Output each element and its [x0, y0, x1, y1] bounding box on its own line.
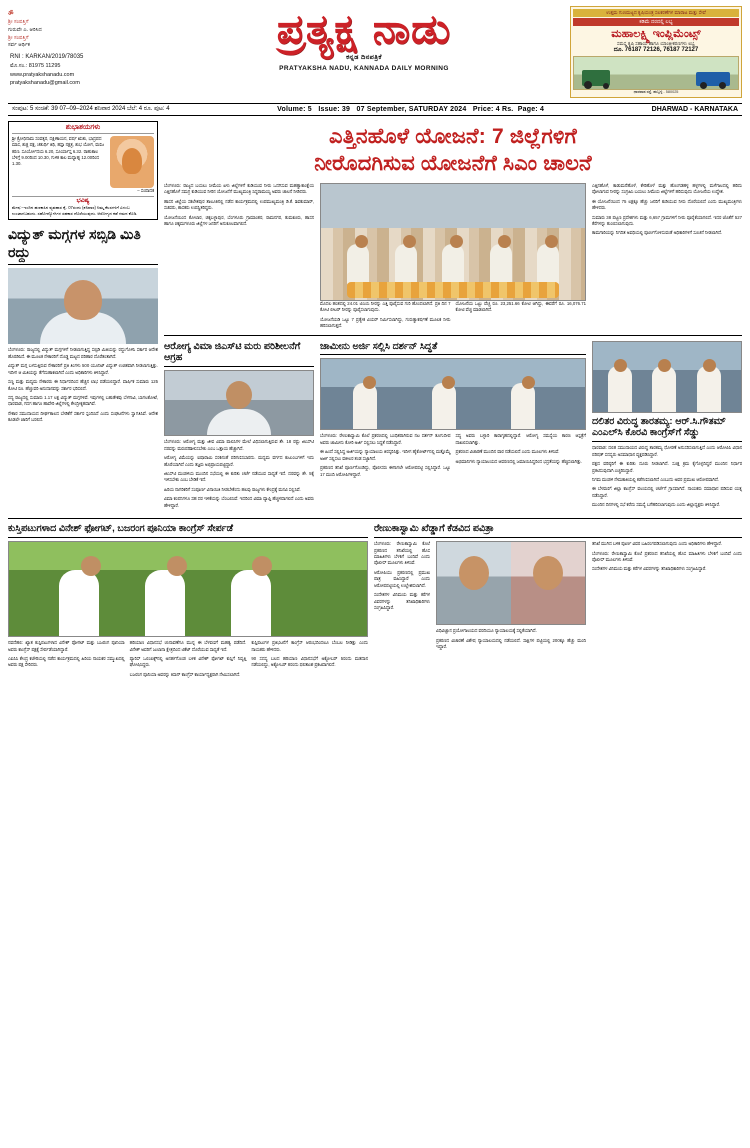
lead-right-para-1: ಎತ್ತಿನಹೊಳೆ, ಕಾಡುಮನೆಹೊಳೆ, ಕೇರಿಹೊಳೆ ಮತ್ತು ಹೊಂಗಡಹಳ್ಳ ಹಳ್ಳಗಳಲ್ಲಿ ಮಳೆಗಾಲದಲ್ಲಿ ಹರಿದು ಪೋಲಾಗುವ ನೀರನ್ನು ಸಂಗ್ರಹಿಸಿ ಬಯಲು ಸೀಮೆಯ ಜಿಲ್ಲೆಗಳಿಗೆ ಹರಿಸುವುದು ಯೋಜನೆಯ ಉದ್ದೇಶ.: [592, 182, 742, 195]
story-renuka-photo: [436, 541, 586, 625]
story-gowda-headline: ದಲಿತರ ವಿರುದ್ಧ ತಾರತಮ್ಯ: ಆರ್.ಸಿ.ಗೌತಮ್ ಎಂಎಲ್‌ಸಿ ಕೊರವಿ ಕಾಂಗ್ರೆಸ್‌ಗೆ ಸೆಡ್ಡು: [592, 416, 742, 443]
story-jamin-para-3: ಪ್ರಕರಣದ ತನಿಖೆ ಪೂರ್ಣಗೊಂಡಿದ್ದು, ಪೊಲೀಸರು ಈಗಾಗಲೇ ಆರೋಪಪಟ್ಟಿ ಸಲ್ಲಿಸಿದ್ದಾರೆ. ಒಟ್ಟು 17 ಮಂದಿ ಆರೋಪಿಗಳಿದ್ದಾರೆ.: [320, 465, 451, 477]
story-health-para-2: ಆರೋಗ್ಯ ವಿಮೆಯನ್ನು ಐಷಾರಾಮಿ ಸರಕಿನಂತೆ ಪರಿಗಣಿಸಬಾರದು. ಮಧ್ಯಮ ವರ್ಗದ ಕುಟುಂಬಗಳಿಗೆ ಇದು ಹೊರೆಯಾಗಿದೆ ಎಂದು ತಜ್ಞರು ಅಭಿಪ್ರಾಯಪಟ್ಟಿದ್ದಾರೆ.: [164, 455, 314, 467]
story-health-para-1: ಬೆಂಗಳೂರು: ಆರೋಗ್ಯ ಮತ್ತು ಜೀವ ವಿಮಾ ಪಾಲಿಸಿಗಳ ಮೇಲೆ ವಿಧಿಸಲಾಗುತ್ತಿರುವ ಶೇ. 18 ರಷ್ಟು ಜಿಎಸ್‌ಟಿ ದರವನ್ನು ಮರುಪರಿಶೀಲಿಸಬೇಕು ಎಂಬ ಒತ್ತಾಯ ಹೆಚ್ಚಾಗಿದೆ.: [164, 439, 314, 451]
bhavishya-text: ಮೇಷ:–ಇಂದಿನ ಹಣಕಾಸಿನ ವ್ಯವಹಾರ ಕೈ. 07ರಂದು (ಶನಿವಾರ) ನಿಮ್ಮ ಕೆಲಸಗಳಿಗೆ ವಿಳಂಬ ಉಂಟಾಗಬಹುದು. ಸಹೋದ್ಯೋಗಿಗಳ ಸಹಕಾರ ದೊರೆಯುವುದು. ಆರೋಗ್ಯದ ಕಡೆ ಗಮನ ಕೊಡಿ.: [12, 205, 138, 217]
left-story-para-4: ಸದ್ಯ ರಾಜ್ಯದಲ್ಲಿ ಸುಮಾರು 1.17 ಲಕ್ಷ ವಿದ್ಯುತ್ ಮಗ್ಗಗಳಿವೆ. ಇವುಗಳಲ್ಲಿ ಬಹುತೇಕವು ಬೆಳಗಾವಿ, ಬಾಗಲಕೋಟೆ, ಧಾರವಾಡ, ಗದಗ ಹಾಗೂ ಹಾವೇರಿ ಜಿಲ್ಲೆಗಳಲ್ಲಿ ಕೇಂದ್ರೀಕೃತವಾಗಿವೆ.: [8, 394, 158, 407]
center-column: [164, 121, 742, 512]
ad-brand-name: ಮಹಾಲಕ್ಷ್ಮಿ ಇಂಪ್ಲಿಮೆಂಟ್ಸ್: [611, 28, 701, 41]
page-title: ಪ್ರತ್ಯಕ್ಷ ನಾಡು: [276, 5, 452, 53]
story-congress-para-3: ಹರಿಯಾಣ ವಿಧಾನಸಭೆ ಚುನಾವಣೆಗೂ ಮುನ್ನ ಈ ಬೆಳವಣಿಗೆ ಮಹತ್ವ ಪಡೆದಿದೆ. ವಿನೇಶ್ ಅವರಿಗೆ ಜುಲಾನಾ ಕ್ಷೇತ್ರದಿಂದ ಟಿಕೆಟ್ ದೊರೆಯುವ ಸಾಧ್ಯತೆ ಇದೆ.: [129, 640, 247, 652]
lead-photo-and-text: [320, 183, 586, 330]
story-gowda-para-4: ಈ ಬೆಳವಣಿಗೆ ಜಿಲ್ಲಾ ಕಾಂಗ್ರೆಸ್ ವಲಯದಲ್ಲಿ ಚರ್ಚೆಗೆ ಗ್ರಾಸವಾಗಿದೆ. ನಾಯಕರು ಸಮಾಧಾನ ಪಡಿಸುವ ಯತ್ನ ನಡೆಸಿದ್ದಾರೆ.: [592, 486, 742, 498]
masthead-subtitle-kn: ಕನ್ನಡ ದಿನಪತ್ರಿಕೆ: [346, 54, 382, 62]
story-congress: [8, 523, 368, 678]
volume-label: Volume: 5: [277, 106, 312, 114]
main-content: [8, 121, 742, 512]
lead-story-grid: [164, 183, 742, 330]
left-story-para-1: ಬೆಂಗಳೂರು: ರಾಜ್ಯದಲ್ಲಿ ವಿದ್ಯುತ್ ಮಗ್ಗಗಳಿಗೆ ನೀಡಲಾಗುತ್ತಿದ್ದ ಸಬ್ಸಿಡಿ ಮಿತಿಯನ್ನು ರದ್ದುಗೊಳಿಸಿ ಸರ್ಕಾರ ಆದೇಶ ಹೊರಡಿಸಿದೆ. ಈ ಮೂಲಕ ನೇಕಾರರಿಗೆ ದೊಡ್ಡ ಮಟ್ಟದ ಪರಿಹಾರ ದೊರೆತಂತಾಗಿದೆ.: [8, 347, 158, 359]
story-jamin-para-5: ಪ್ರಕರಣದ ವಿಚಾರಣೆ ಮುಂದಿನ ವಾರ ನಡೆಯಲಿದೆ ಎಂದು ಮೂಲಗಳು ತಿಳಿಸಿವೆ.: [455, 449, 560, 455]
masthead: [8, 6, 742, 100]
story-jamin-body: [320, 433, 586, 478]
story-health-photo: [164, 370, 314, 436]
lead-left-para-2: ಹಾಸನ ಜಿಲ್ಲೆಯ ಸಕಲೇಶಪುರ ತಾಲೂಕಿನಲ್ಲಿ ನಡೆದ ಕಾರ್ಯಕ್ರಮದಲ್ಲಿ ಉಪಮುಖ್ಯಮಂತ್ರಿ ಡಿ.ಕೆ. ಶಿವಕುಮಾರ್, ಸಚಿವರು, ಶಾಸಕರು ಉಪಸ್ಥಿತರಿದ್ದರು.: [164, 198, 314, 211]
masthead-left: [8, 6, 158, 88]
story-congress-para-4: ಪ್ಯಾರಿಸ್ ಒಲಿಂಪಿಕ್ಸ್‌ನಲ್ಲಿ ಅನರ್ಹಗೊಂಡ ಬಳಿಕ ವಿನೇಶ್ ಫೋಗಟ್ ಕುಸ್ತಿಗೆ ನಿವೃತ್ತಿ ಘೋಷಿಸಿದ್ದರು.: [129, 655, 247, 668]
lead-mid-para-2: ಯೋಜನೆಯಡಿ ಒಟ್ಟು 7 ಪ್ರತ್ಯೇಕ ವಿಯರ್ ನಿರ್ಮಿಸಲಾಗಿದ್ದು, ಗುರುತ್ವಾಕರ್ಷಣೆ ಮೂಲಕ ನೀರು ಹರಿಸಲಾಗುತ್ತದೆ.: [320, 316, 451, 329]
story-renuka-para-8: ಸಂದೇಶಗಳ ವಿನಿಮಯ ಮತ್ತು ಕರೆಗಳ ವಿವರಗಳನ್ನು ತನಿಖಾಧಿಕಾರಿಗಳು ಸಂಗ್ರಹಿಸಿದ್ದಾರೆ.: [592, 566, 707, 572]
story-health-para-5: ವಿಮಾ ಕಂಪನಿಗಳೂ ಸಹ ದರ ಇಳಿಕೆಯನ್ನು ಬೆಂಬಲಿಸಿವೆ. ಇದರಿಂದ ವಿಮಾ ವ್ಯಾಪ್ತಿ ಹೆಚ್ಚಳವಾಗಲಿದೆ ಎಂದು ಅವರು ಹೇಳಿದ್ದಾರೆ.: [164, 496, 314, 508]
section-divider-1: [164, 335, 742, 336]
story-congress-photo: [8, 541, 368, 637]
blessing-line-1: ಶ್ರೀ ಸಂಪತ್ತಿಗೆ: [8, 19, 29, 25]
story-gowda-body: [592, 445, 742, 509]
story-renuka-right-text: [592, 541, 742, 653]
issue-info-bar: [8, 103, 742, 116]
story-renuka-para-1: ಬೆಂಗಳೂರು: ರೇಣುಕಾಸ್ವಾಮಿ ಕೊಲೆ ಪ್ರಕರಣದ ತನಿಖೆಯಲ್ಲಿ ಹೊಸ ಮಾಹಿತಿಗಳು ಬೆಳಕಿಗೆ ಬಂದಿವೆ ಎಂದು ಪೊಲೀಸ್ ಮೂಲಗಳು ತಿಳಿಸಿವೆ.: [374, 541, 430, 566]
panchanga-text: ಶ್ರೀ ಕ್ರೋಧಿನಾಮ ಸಂವತ್ಸರ, ದಕ್ಷಿಣಾಯನ, ವರ್ಷ ಋತು, ಭಾದ್ರಪದ ಮಾಸ, ಶುಕ್ಲ ಪಕ್ಷ, ಚತುರ್ಥಿ ತಿಥಿ, ಹಸ್ತಾ ನಕ್ಷತ್ರ, ಶುಭ ಯೋಗ, ವಣಿಜ ಕರಣ. ಸೂರ್ಯೋದಯ 6.20, ಸೂರ್ಯಾಸ್ತ 6.32. ರಾಹುಕಾಲ ಬೆಳಿಗ್ಗೆ 9.00ರಿಂದ 10.30, ಗುಳಿಕ ಕಾಲ ಮಧ್ಯಾಹ್ನ 12.00ರಿಂದ 1.30.: [12, 136, 104, 167]
left-story-body: [8, 347, 158, 423]
left-column: [8, 121, 158, 512]
issue-info-kannada: ಸಂಪುಟ: 5 ಸಂಚಿಕೆ: 39 07–09–2024 ಶನಿವಾರ 2024 ಬೆಲೆ: 4 ರೂ. ಪುಟ: 4: [12, 106, 170, 113]
story-gowda-photo: [592, 341, 742, 413]
om-icon: ॐ: [8, 11, 14, 17]
story-gowda: [592, 341, 742, 513]
contact-phone: ಮೊ.ಸಂ.: 81975 11295: [10, 63, 61, 70]
masthead-subtitle-en: PRATYAKSHA NADU, KANNADA DAILY MORNING: [279, 65, 449, 73]
left-story-para-2: ವಿದ್ಯುತ್ ಮಗ್ಗ ಬಳಸುತ್ತಿರುವ ನೇಕಾರರಿಗೆ ಪ್ರತಿ ತಿಂಗಳು 500 ಯೂನಿಟ್ ವಿದ್ಯುತ್ ಉಚಿತವಾಗಿ ನೀಡಲಾಗುತ್ತಿತ್ತು. ಇದೀಗ ಆ ಮಿತಿಯನ್ನು ತೆಗೆದುಹಾಕಲಾಗಿದೆ ಎಂದು ಅಧಿಕಾರಿಗಳು ತಿಳಿಸಿದ್ದಾರೆ.: [8, 363, 158, 375]
lead-right-text: [592, 183, 742, 330]
story-renuka-photo-col: [436, 541, 586, 653]
left-story-para-5: ನೇಕಾರ ಸಮುದಾಯದ ದೀರ್ಘಕಾಲದ ಬೇಡಿಕೆಗೆ ಸರ್ಕಾರ ಸ್ಪಂದಿಸಿದೆ ಎಂದು ಸಂಘಟನೆಗಳು ಸ್ವಾಗತಿಸಿವೆ. ಆದೇಶ ಕೂಡಲೇ ಜಾರಿಗೆ ಬರಲಿದೆ.: [8, 410, 158, 423]
story-jamin-para-6: ಅಭಿಮಾನಿಗಳು ನ್ಯಾಯಾಲಯದ ಆವರಣದಲ್ಲಿ ಜಮಾಯಿಸಿದ್ದರಿಂದ ಭದ್ರತೆಯನ್ನು ಹೆಚ್ಚಿಸಲಾಗಿತ್ತು.: [455, 458, 583, 464]
story-renuka-mid-text: [436, 628, 586, 650]
story-congress-headline: ಕುಸ್ತಿಪಟುಗಳಾದ ವಿನೇಶ್ ಫೋಗಟ್, ಬಜರಂಗ ಪೂನಿಯಾ ಕಾಂಗ್ರೆಸ್ ಸೇರ್ಪಡೆ: [8, 523, 368, 538]
story-renuka-para-4: ವಿಧಿವಿಜ್ಞಾನ ಪ್ರಯೋಗಾಲಯದ ವರದಿಯೂ ನ್ಯಾಯಾಲಯಕ್ಕೆ ಸಲ್ಲಿಕೆಯಾಗಿದೆ.: [436, 628, 537, 634]
lead-left-para-3: ಯೋಜನೆಯಿಂದ ಕೋಲಾರ, ಚಿಕ್ಕಬಳ್ಳಾಪುರ, ಬೆಂಗಳೂರು ಗ್ರಾಮಾಂತರ, ರಾಮನಗರ, ತುಮಕೂರು, ಹಾಸನ ಹಾಗೂ ಚಿಕ್ಕಮಗಳೂರು ಜಿಲ್ಲೆಗಳ ಜನರಿಗೆ ಅನುಕೂಲವಾಗಲಿದೆ.: [164, 214, 314, 226]
blessing-line-3: ಶ್ರೀ ಸಂಪತ್ತಿಗೆ: [8, 34, 29, 41]
date-label: 07 September, SATURDAY 2024: [356, 106, 467, 114]
story-health-headline: ಆರೋಗ್ಯ ವಿಮಾ ಜಿಎಸ್‌ಟಿ ಮರು ಪರಿಶೀಲನೆಗೆ ಆಗ್ರಹ: [164, 341, 314, 368]
masthead-contacts: [8, 62, 158, 88]
contact-email[interactable]: pratyakshanadu@gmail.com: [10, 80, 80, 87]
panchanga-box: [8, 121, 158, 220]
blessing-line-2: ಗುರುವೇ ಎ. ಆರಿಸಿದ: [8, 26, 42, 33]
story-renuka-para-2: ಆರೋಪಿಯು ಪ್ರಕರಣದಲ್ಲಿ ಪ್ರಮುಖ ಪಾತ್ರ ವಹಿಸಿದ್ದಾರೆ ಎಂದು ಆರೋಪಪಟ್ಟಿಯಲ್ಲಿ ಉಲ್ಲೇಖಿಸಲಾಗಿದೆ.: [374, 569, 430, 588]
left-story-para-3: ಸಣ್ಣ ಮತ್ತು ಮಧ್ಯಮ ನೇಕಾರರು ಈ ನಿರ್ಧಾರದಿಂದ ಹೆಚ್ಚಿನ ಲಾಭ ಪಡೆಯಲಿದ್ದಾರೆ. ವಾರ್ಷಿಕ ಸುಮಾರು 125 ಕೋಟಿ ರೂ. ಹೆಚ್ಚುವರಿ ಅನುದಾನವನ್ನು ಸರ್ಕಾರ ಭರಿಸಲಿದೆ.: [8, 379, 158, 391]
bhavishya-heading: ಭವಿಷ್ಯ: [12, 196, 154, 205]
ganesha-icon: [110, 136, 154, 188]
story-renuka-para-3: ಸಂದೇಶಗಳ ವಿನಿಮಯ ಮತ್ತು ಕರೆಗಳ ವಿವರಗಳನ್ನು ತನಿಖಾಧಿಕಾರಿಗಳು ಸಂಗ್ರಹಿಸಿದ್ದಾರೆ.: [374, 592, 430, 611]
story-gowda-para-5: ಮುಂದಿನ ದಿನಗಳಲ್ಲಿ ಸಭೆ ಕರೆದು ಸಮಸ್ಯೆ ಬಗೆಹರಿಸಲಾಗುವುದು ಎಂದು ಜಿಲ್ಲಾಧ್ಯಕ್ಷರು ತಿಳಿಸಿದ್ದಾರೆ.: [592, 502, 721, 508]
pages-label: Page: 4: [517, 106, 545, 114]
masthead-center: [158, 6, 570, 72]
ad-sub-line: ಸಮಸ್ತ ಕೃಷಿ ಸಹಾಯ ಹಾಗೂ ಯಾಂತ್ರೀಕರಣಗಳು ಲಭ್ಯ: [617, 40, 695, 46]
issue-label: Issue: 39: [318, 106, 351, 114]
story-health: [164, 341, 314, 513]
lead-right-para-3: ಸುಮಾರು 38 ಪಟ್ಟಣ ಪ್ರದೇಶಗಳು ಮತ್ತು 6,657 ಗ್ರಾಮಗಳಿಗೆ ನೀರು ಪೂರೈಕೆಯಾಗಲಿದೆ. ಇದರ ಜೊತೆಗೆ 527 ಕೆರೆಗಳನ್ನು ತುಂಬಿಸಲಾಗುವುದು.: [592, 214, 742, 226]
masthead-blessing: [8, 6, 158, 50]
story-renuka-headline: ರೇಣುಕಾಸ್ವಾಮಿ ಖೆಡ್ಡಾಗೆ ಕೆಡವಿದ ಪವಿತ್ರಾ: [374, 523, 742, 538]
story-jamin-headline: ಜಾಮೀನು ಅರ್ಜಿ ಸಲ್ಲಿಸಿ ದರ್ಶನ್ ಸಿದ್ಧತೆ: [320, 341, 586, 356]
story-renuka-left-text: [374, 541, 430, 653]
lead-headline-line1: ಎತ್ತಿನಹೊಳೆ ಯೋಜನೆ: 7 ಜಿಲ್ಲೆಗಳಿಗೆ: [329, 125, 577, 149]
ad-machinery-image: [573, 56, 739, 90]
lead-left-text: [164, 183, 314, 330]
panchanga-heading: ಶುಭಾಶಯಗಳು: [12, 124, 154, 134]
masthead-advertisement[interactable]: [570, 6, 742, 98]
story-renuka-para-5: ಪ್ರಕರಣದ ವಿಚಾರಣೆ ವಿಶೇಷ ನ್ಯಾಯಾಲಯದಲ್ಲಿ ನಡೆಯಲಿದೆ. ಸಾಕ್ಷಿಗಳ ಪಟ್ಟಿಯಲ್ಲಿ 200ಕ್ಕೂ ಹೆಚ್ಚು ಮಂದಿ ಇದ್ದಾರೆ.: [436, 637, 586, 649]
story-gowda-para-1: ಧಾರವಾಡ: ದಲಿತ ಸಮುದಾಯದ ವಿರುದ್ಧ ತಾರತಮ್ಯ ಧೋರಣೆ ಅನುಸರಿಸಲಾಗುತ್ತಿದೆ ಎಂದು ಆರೋಪಿಸಿ ವಿಧಾನ ಪರಿಷತ್ ಸದಸ್ಯರು ಅಸಮಾಧಾನ ವ್ಯಕ್ತಪಡಿಸಿದ್ದಾರೆ.: [592, 445, 742, 457]
edition-label: DHARWAD - KARNATAKA: [651, 106, 738, 114]
story-congress-para-6: ಕುಸ್ತಿಪಟುಗಳ ಪ್ರತಿಭಟನೆಗೆ ಕಾಂಗ್ರೆಸ್ ಆರಂಭದಿಂದಲೂ ಬೆಂಬಲ ನೀಡಿತ್ತು ಎಂದು ನಾಯಕರು ಹೇಳಿದರು.: [251, 640, 368, 652]
story-congress-para-7: 90 ಸದಸ್ಯ ಬಲದ ಹರಿಯಾಣ ವಿಧಾನಸಭೆಗೆ ಅಕ್ಟೋಬರ್ 5ರಂದು ಮತದಾನ ನಡೆಯಲಿದ್ದು, ಅಕ್ಟೋಬರ್ 8ರಂದು ಫಲಿತಾಂಶ ಪ್ರಕಟವಾಗಲಿದೆ.: [251, 655, 368, 668]
story-renuka: [374, 523, 742, 678]
story-congress-para-2: ಎಐಸಿಸಿ ಕೇಂದ್ರ ಕಚೇರಿಯಲ್ಲಿ ನಡೆದ ಕಾರ್ಯಕ್ರಮದಲ್ಲಿ ಹಿರಿಯ ನಾಯಕರ ಸಮ್ಮುಖದಲ್ಲಿ ಅವರು ಪಕ್ಷ ಸೇರಿದರು.: [8, 655, 125, 668]
ad-phone: ದೂ. 76187 72126, 76187 72127: [613, 47, 699, 54]
story-health-body: [164, 439, 314, 509]
left-story-photo: [8, 268, 158, 344]
story-renuka-para-7: ಬೆಂಗಳೂರು: ರೇಣುಕಾಸ್ವಾಮಿ ಕೊಲೆ ಪ್ರಕರಣದ ತನಿಖೆಯಲ್ಲಿ ಹೊಸ ಮಾಹಿತಿಗಳು ಬೆಳಕಿಗೆ ಬಂದಿವೆ ಎಂದು ಪೊಲೀಸ್ ಮೂಲಗಳು ತಿಳಿಸಿವೆ.: [592, 550, 742, 562]
story-jamin-photo: [320, 358, 586, 430]
story-jamin-para-2: ಈ ಹಿಂದೆ ಸಲ್ಲಿಸಿದ್ದ ಅರ್ಜಿಯನ್ನು ನ್ಯಾಯಾಲಯ ತಿರಸ್ಕರಿಸಿತ್ತು. ಇದೀಗ ಹೈಕೋರ್ಟ್‌ನಲ್ಲಿ ಮತ್ತೊಮ್ಮೆ ಅರ್ಜಿ ಸಲ್ಲಿಸಲು ವಕೀಲರ ತಂಡ ಸಜ್ಜಾಗಿದೆ.: [320, 449, 451, 461]
lead-headline: [164, 121, 742, 183]
lead-photo: [320, 183, 586, 301]
ad-top-line-1: ಉತ್ತಮ ಗುಣಮಟ್ಟದ ಕೃಷಿಯಂತ್ರ ಸಲಕರಣೆಗಳ ಮಾರಾಟ ಮತ್ತು ಸೇವೆ: [573, 9, 739, 17]
story-congress-para-5: ಬಜರಂಗ ಪೂನಿಯಾ ಅವರನ್ನು ಕಿಸಾನ್ ಕಾಂಗ್ರೆಸ್ ಕಾರ್ಯಾಧ್ಯಕ್ಷರಾಗಿ ನೇಮಿಸಲಾಗಿದೆ.: [129, 671, 241, 677]
story-jamin-para-1: ಬೆಂಗಳೂರು: ರೇಣುಕಾಸ್ವಾಮಿ ಕೊಲೆ ಪ್ರಕರಣದಲ್ಲಿ ಬಂಧಿತರಾಗಿರುವ ನಟ ದರ್ಶನ್ ತೂಗುದೀಪ ಅವರು ಜಾಮೀನು ಕೋರಿ ಅರ್ಜಿ ಸಲ್ಲಿಸಲು ಸಿದ್ಧತೆ ನಡೆಸಿದ್ದಾರೆ.: [320, 433, 451, 445]
ad-address: ಧಾರವಾಡ ರಸ್ತೆ, ಹುಬ್ಬಳ್ಳಿ - 580025: [633, 90, 679, 95]
story-health-para-3: ಜಿಎಸ್‌ಟಿ ಮಂಡಳಿಯ ಮುಂದಿನ ಸಭೆಯಲ್ಲಿ ಈ ಕುರಿತು ಚರ್ಚೆ ನಡೆಯುವ ಸಾಧ್ಯತೆ ಇದೆ. ದರವನ್ನು ಶೇ. 5ಕ್ಕೆ ಇಳಿಸಬೇಕು ಎಂಬ ಬೇಡಿಕೆ ಇದೆ.: [164, 471, 314, 483]
lead-headline-line2: ನೀರೊದಗಿಸುವ ಯೋಜನೆಗೆ ಸಿಎಂ ಚಾಲನೆ: [314, 152, 592, 176]
lead-right-para-2: ಈ ಯೋಜನೆಯಿಂದ 75 ಲಕ್ಷಕ್ಕೂ ಹೆಚ್ಚು ಜನರಿಗೆ ಕುಡಿಯುವ ನೀರು ದೊರೆಯಲಿದೆ ಎಂದು ಮುಖ್ಯಮಂತ್ರಿಗಳು ಹೇಳಿದರು.: [592, 198, 742, 211]
story-health-para-4: ಹಿರಿಯ ನಾಗರಿಕರಿಗೆ ಸಂಪೂರ್ಣ ವಿನಾಯಿತಿ ನೀಡಬೇಕೆಂದು ಹಲವು ರಾಜ್ಯಗಳು ಕೇಂದ್ರಕ್ಕೆ ಮನವಿ ಸಲ್ಲಿಸಿವೆ.: [164, 486, 301, 492]
bottom-band: [8, 518, 742, 678]
ad-red-line: ಕಡಿಮೆ ದರದಲ್ಲಿ ಲಭ್ಯ: [573, 18, 739, 26]
story-gowda-para-2: ಪಕ್ಷದ ವರಿಷ್ಠರಿಗೆ ಈ ಕುರಿತು ದೂರು ನೀಡಲಾಗಿದೆ. ಸೂಕ್ತ ಕ್ರಮ ಕೈಗೊಳ್ಳದಿದ್ದರೆ ಮುಂದಿನ ನಿರ್ಧಾರ ಪ್ರಕಟಿಸುವುದಾಗಿ ಎಚ್ಚರಿಸಿದ್ದಾರೆ.: [592, 461, 742, 473]
contact-website[interactable]: www.pratyakshanadu.com: [10, 71, 75, 78]
second-band: [164, 341, 742, 513]
rni-number: RNI : KARKAN/2019/78035: [10, 54, 84, 61]
lead-mid-para-3: ಯೋಜನೆಯ ಒಟ್ಟು ವೆಚ್ಚ ರೂ. 23,251.66 ಕೋಟಿ ಆಗಿದ್ದು, ಈವರೆಗೆ ರೂ. 16,076.71 ಕೋಟಿ ವೆಚ್ಚ ಮಾಡಲಾಗಿದೆ.: [455, 300, 586, 313]
issue-info-english: [176, 106, 646, 113]
story-congress-para-1: ನವದೆಹಲಿ: ಖ್ಯಾತ ಕುಸ್ತಿಪಟುಗಳಾದ ವಿನೇಶ್ ಫೋಗಟ್ ಮತ್ತು ಬಜರಂಗ ಪೂನಿಯಾ ಅವರು ಕಾಂಗ್ರೆಸ್ ಪಕ್ಷಕ್ಕೆ ಸೇರ್ಪಡೆಯಾಗಿದ್ದಾರೆ.: [8, 640, 125, 652]
lead-left-para-1: ಬೆಂಗಳೂರು: ರಾಜ್ಯದ ಬಯಲು ಸೀಮೆಯ ಏಳು ಜಿಲ್ಲೆಗಳಿಗೆ ಕುಡಿಯುವ ನೀರು ಒದಗಿಸುವ ಮಹತ್ವಾಕಾಂಕ್ಷೆಯ ಎತ್ತಿನಹೊಳೆ ಸಮಗ್ರ ಕುಡಿಯುವ ನೀರಿನ ಯೋಜನೆಗೆ ಮುಖ್ಯಮಂತ್ರಿ ಸಿದ್ದರಾಮಯ್ಯ ಅವರು ಚಾಲನೆ ನೀಡಿದರು.: [164, 182, 314, 195]
left-story-headline: ವಿದ್ಯುತ್ ಮಗ್ಗಗಳ ಸಬ್ಸಿಡಿ ಮಿತಿ ರದ್ದು: [8, 226, 158, 265]
story-renuka-para-6: ತನಿಖೆ ಮುಗಿದ ಬಳಿಕ ಪೂರ್ಣ ವಿವರ ಬಹಿರಂಗಪಡಿಸಲಾಗುವುದು ಎಂದು ಅಧಿಕಾರಿಗಳು ಹೇಳಿದ್ದಾರೆ.: [592, 541, 722, 547]
panchanga-signature: – ಸಂಪಾದಕ: [137, 188, 154, 194]
price-label: Price: 4 Rs.: [472, 106, 514, 114]
lead-right-para-4: ಕಾಮಗಾರಿಯನ್ನು ನಿಗದಿತ ಅವಧಿಯಲ್ಲಿ ಪೂರ್ಣಗೊಳಿಸುವಂತೆ ಅಧಿಕಾರಿಗಳಿಗೆ ಸೂಚನೆ ನೀಡಲಾಗಿದೆ.: [592, 230, 723, 236]
story-congress-body: [8, 640, 368, 678]
story-gowda-para-3: ನಿಗಮ ಮಂಡಳಿ ನೇಮಕಾತಿಯಲ್ಲಿ ಕಡೆಗಣಿಸಲಾಗಿದೆ ಎಂಬುದು ಅವರ ಪ್ರಮುಖ ಆರೋಪವಾಗಿದೆ.: [592, 477, 720, 483]
blessing-line-4: ಸರ್ವ ಆರ್ಥಿಕ: [8, 42, 31, 49]
lead-mid-text: [320, 301, 586, 330]
story-jamin: [320, 341, 586, 513]
lead-mid-para-1: ಮೊದಲ ಹಂತದಲ್ಲಿ 24.01 ಟಿಎಂಸಿ ನೀರನ್ನು ಎತ್ತಿ ಪೂರೈಸುವ ಗುರಿ ಹೊಂದಲಾಗಿದೆ. ಪ್ರತಿ ದಿನ 7 ಕೋಟಿ ಲೀಟರ್ ನೀರನ್ನು ಪೂರೈಸಲಾಗುವುದು.: [320, 300, 451, 313]
story-jamin-para-4: ಸದ್ಯ ಅವರು ಬಳ್ಳಾರಿ ಕಾರಾಗೃಹದಲ್ಲಿದ್ದಾರೆ. ಆರೋಗ್ಯ ಸಮಸ್ಯೆಯ ಕಾರಣ ಆಸ್ಪತ್ರೆಗೆ ದಾಖಲಿಸಲಾಗಿತ್ತು.: [455, 433, 586, 445]
